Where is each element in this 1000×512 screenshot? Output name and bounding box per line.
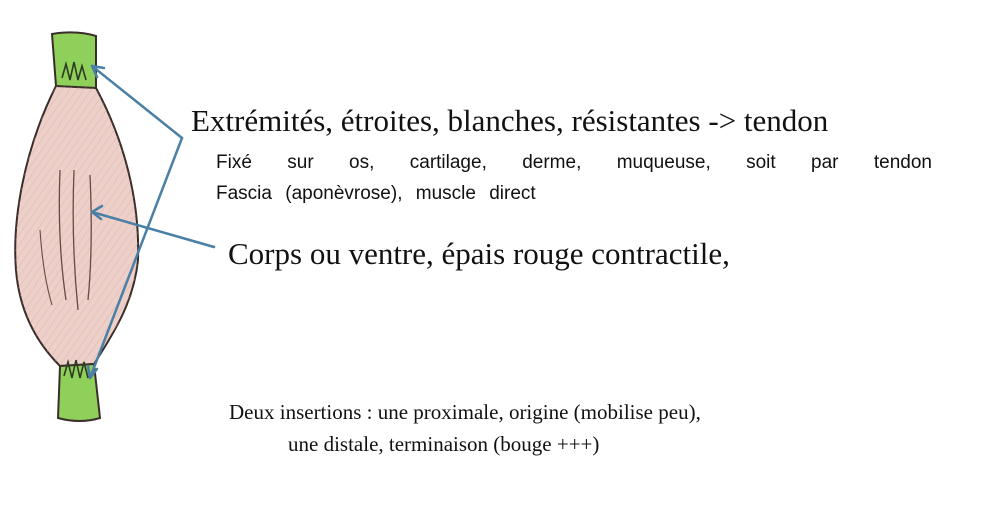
label-insertions-line1: Deux insertions : une proximale, origine (mobilise peu), (229, 400, 701, 424)
label-insertions-line2: une distale, terminaison (bouge +++) (288, 432, 600, 456)
muscle-belly (15, 86, 138, 366)
label-corps: Corps ou ventre, épais rouge contractile, (228, 236, 730, 271)
label-fixation-line1: Fixé sur os, cartilage, derme, muqueuse, soit par tendon (216, 152, 932, 173)
label-fixation-line2: Fascia (aponèvrose), muscle direct (216, 183, 536, 204)
upper-tendon (52, 32, 96, 88)
label-extremites: Extrémités, étroites, blanches, résistantes -> tendon (191, 103, 829, 138)
